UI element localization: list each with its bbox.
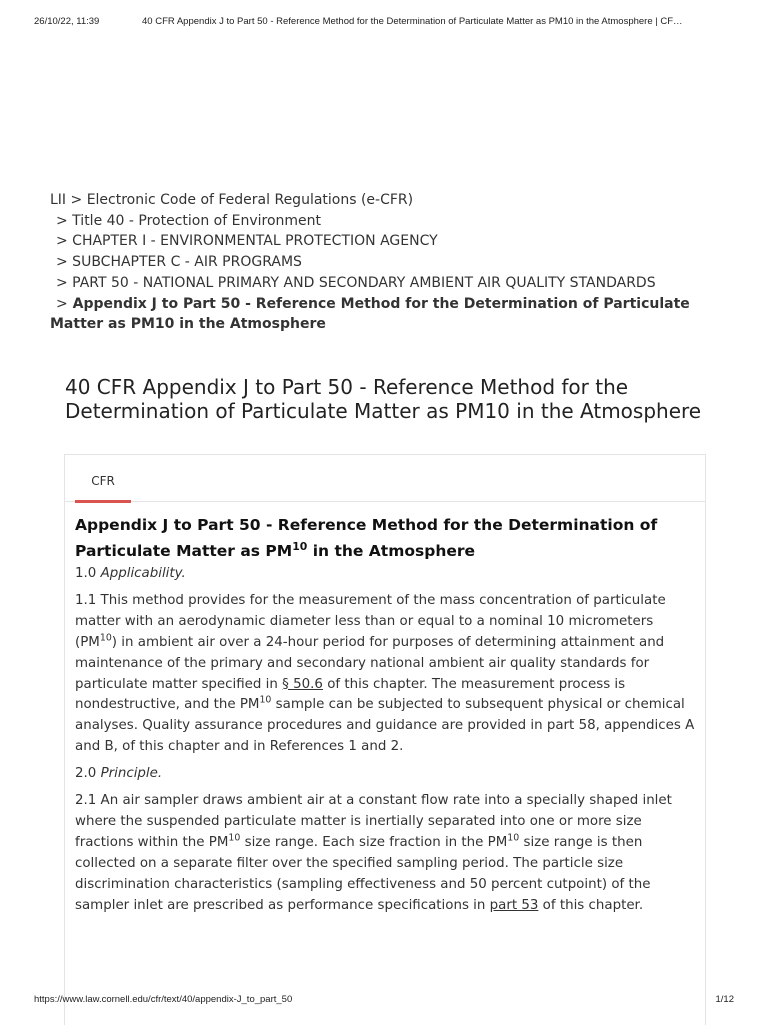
superscript: 10 xyxy=(259,694,272,706)
paragraph-text: 2.1 An air sampler draws ambient air at a constant flow rate into a specially shaped inlet where the suspended particulate matter is inertially separated into one or more size fractions within the PM xyxy=(75,793,672,850)
link-section-50-6[interactable]: § 50.6 xyxy=(282,676,323,692)
paragraph-text: ) in ambient air over a 24-hour period for purposes of determining attainment and maintenance of the primary and secondary national ambient air quality standards for particulate matter specified in xyxy=(75,634,665,692)
link-part-53[interactable]: part 53 xyxy=(489,897,539,913)
superscript: 10 xyxy=(228,832,241,844)
print-datetime: 26/10/22, 11:39 xyxy=(34,16,100,27)
content-card xyxy=(64,454,706,1025)
paragraph-text: of this chapter. The measurement process is nondestructive, and the PM xyxy=(75,676,626,713)
tab-cfr[interactable]: CFR xyxy=(75,455,131,501)
breadcrumb-link-lii[interactable]: LII xyxy=(50,192,67,208)
print-header xyxy=(34,16,734,27)
section-1-number: 1.0 xyxy=(75,566,101,581)
print-page-number: 1/12 xyxy=(715,994,734,1005)
print-footer xyxy=(34,994,734,1005)
breadcrumb-link-title-40[interactable]: > Title 40 - Protection of Environment xyxy=(56,212,322,229)
paragraph-text: sample can be subjected to subsequent physical or chemical analyses. Quality assurance procedures and guidance are provided in part 58, appendices A and B, of this chapter and in References 1 and 2. xyxy=(75,697,695,755)
breadcrumb-link-chapter-i[interactable]: > CHAPTER I - ENVIRONMENTAL PROTECTION AGENCY xyxy=(56,233,438,250)
section-2-number: 2.0 xyxy=(75,766,101,782)
breadcrumb-current xyxy=(50,294,730,335)
paragraph-1-1 xyxy=(75,591,695,758)
document-body xyxy=(75,513,695,917)
breadcrumb-separator: > xyxy=(56,295,68,312)
section-2-title: Principle. xyxy=(100,766,163,782)
paragraph-text: of this chapter. xyxy=(538,897,644,913)
superscript: 10 xyxy=(507,832,520,844)
tab-bar xyxy=(65,455,705,502)
paragraph-text: size range. Each size fraction in the PM xyxy=(240,834,508,850)
section-2-heading xyxy=(75,764,695,785)
paragraph-2-1 xyxy=(75,791,695,916)
superscript: 10 xyxy=(99,632,112,644)
section-1-heading xyxy=(75,564,695,585)
heading-text-end: in the Atmosphere xyxy=(307,541,476,560)
print-page-title: 40 CFR Appendix J to Part 50 - Reference Method for the Determination of Particulate Matter as PM10 in the Atmosphere | CF… xyxy=(142,16,683,27)
breadcrumb-link-subchapter-c[interactable]: > SUBCHAPTER C - AIR PROGRAMS xyxy=(56,254,302,271)
heading-text: Appendix J to Part 50 - Reference Method for the Determination of Particulate Matter as PM xyxy=(75,516,658,560)
print-url: https://www.law.cornell.edu/cfr/text/40/appendix-J_to_part_50 xyxy=(34,994,293,1005)
document-heading xyxy=(75,513,695,564)
breadcrumb-link-part-50[interactable]: > PART 50 - NATIONAL PRIMARY AND SECONDARY AMBIENT AIR QUALITY STANDARDS xyxy=(56,274,656,291)
heading-superscript: 10 xyxy=(292,539,308,553)
paragraph-text: size range is then collected on a separate filter over the specified sampling period. The particle size discrimination characteristics (sampling effectiveness and 50 percent cutpoint) of the sampler inlet are prescribed as performance specifications in xyxy=(75,834,651,913)
paragraph-text: 1.1 This method provides for the measurement of the mass concentration of particulate matter with an aerodynamic diameter less than or equal to a nominal 10 micrometers (PM xyxy=(75,592,666,650)
breadcrumb xyxy=(50,190,730,335)
breadcrumb-line-root xyxy=(50,190,730,211)
page-title: 40 CFR Appendix J to Part 50 - Reference Method for the Determination of Particulate Matter as PM10 in the Atmosphere xyxy=(65,375,702,423)
breadcrumb-current-label: Appendix J to Part 50 - Reference Method for the Determination of Particulate Matter as PM10 in the Atmosphere xyxy=(50,295,690,333)
breadcrumb-link-ecfr[interactable]: > Electronic Code of Federal Regulations (e-CFR) xyxy=(70,192,414,208)
section-1-title: Applicability. xyxy=(100,566,186,581)
